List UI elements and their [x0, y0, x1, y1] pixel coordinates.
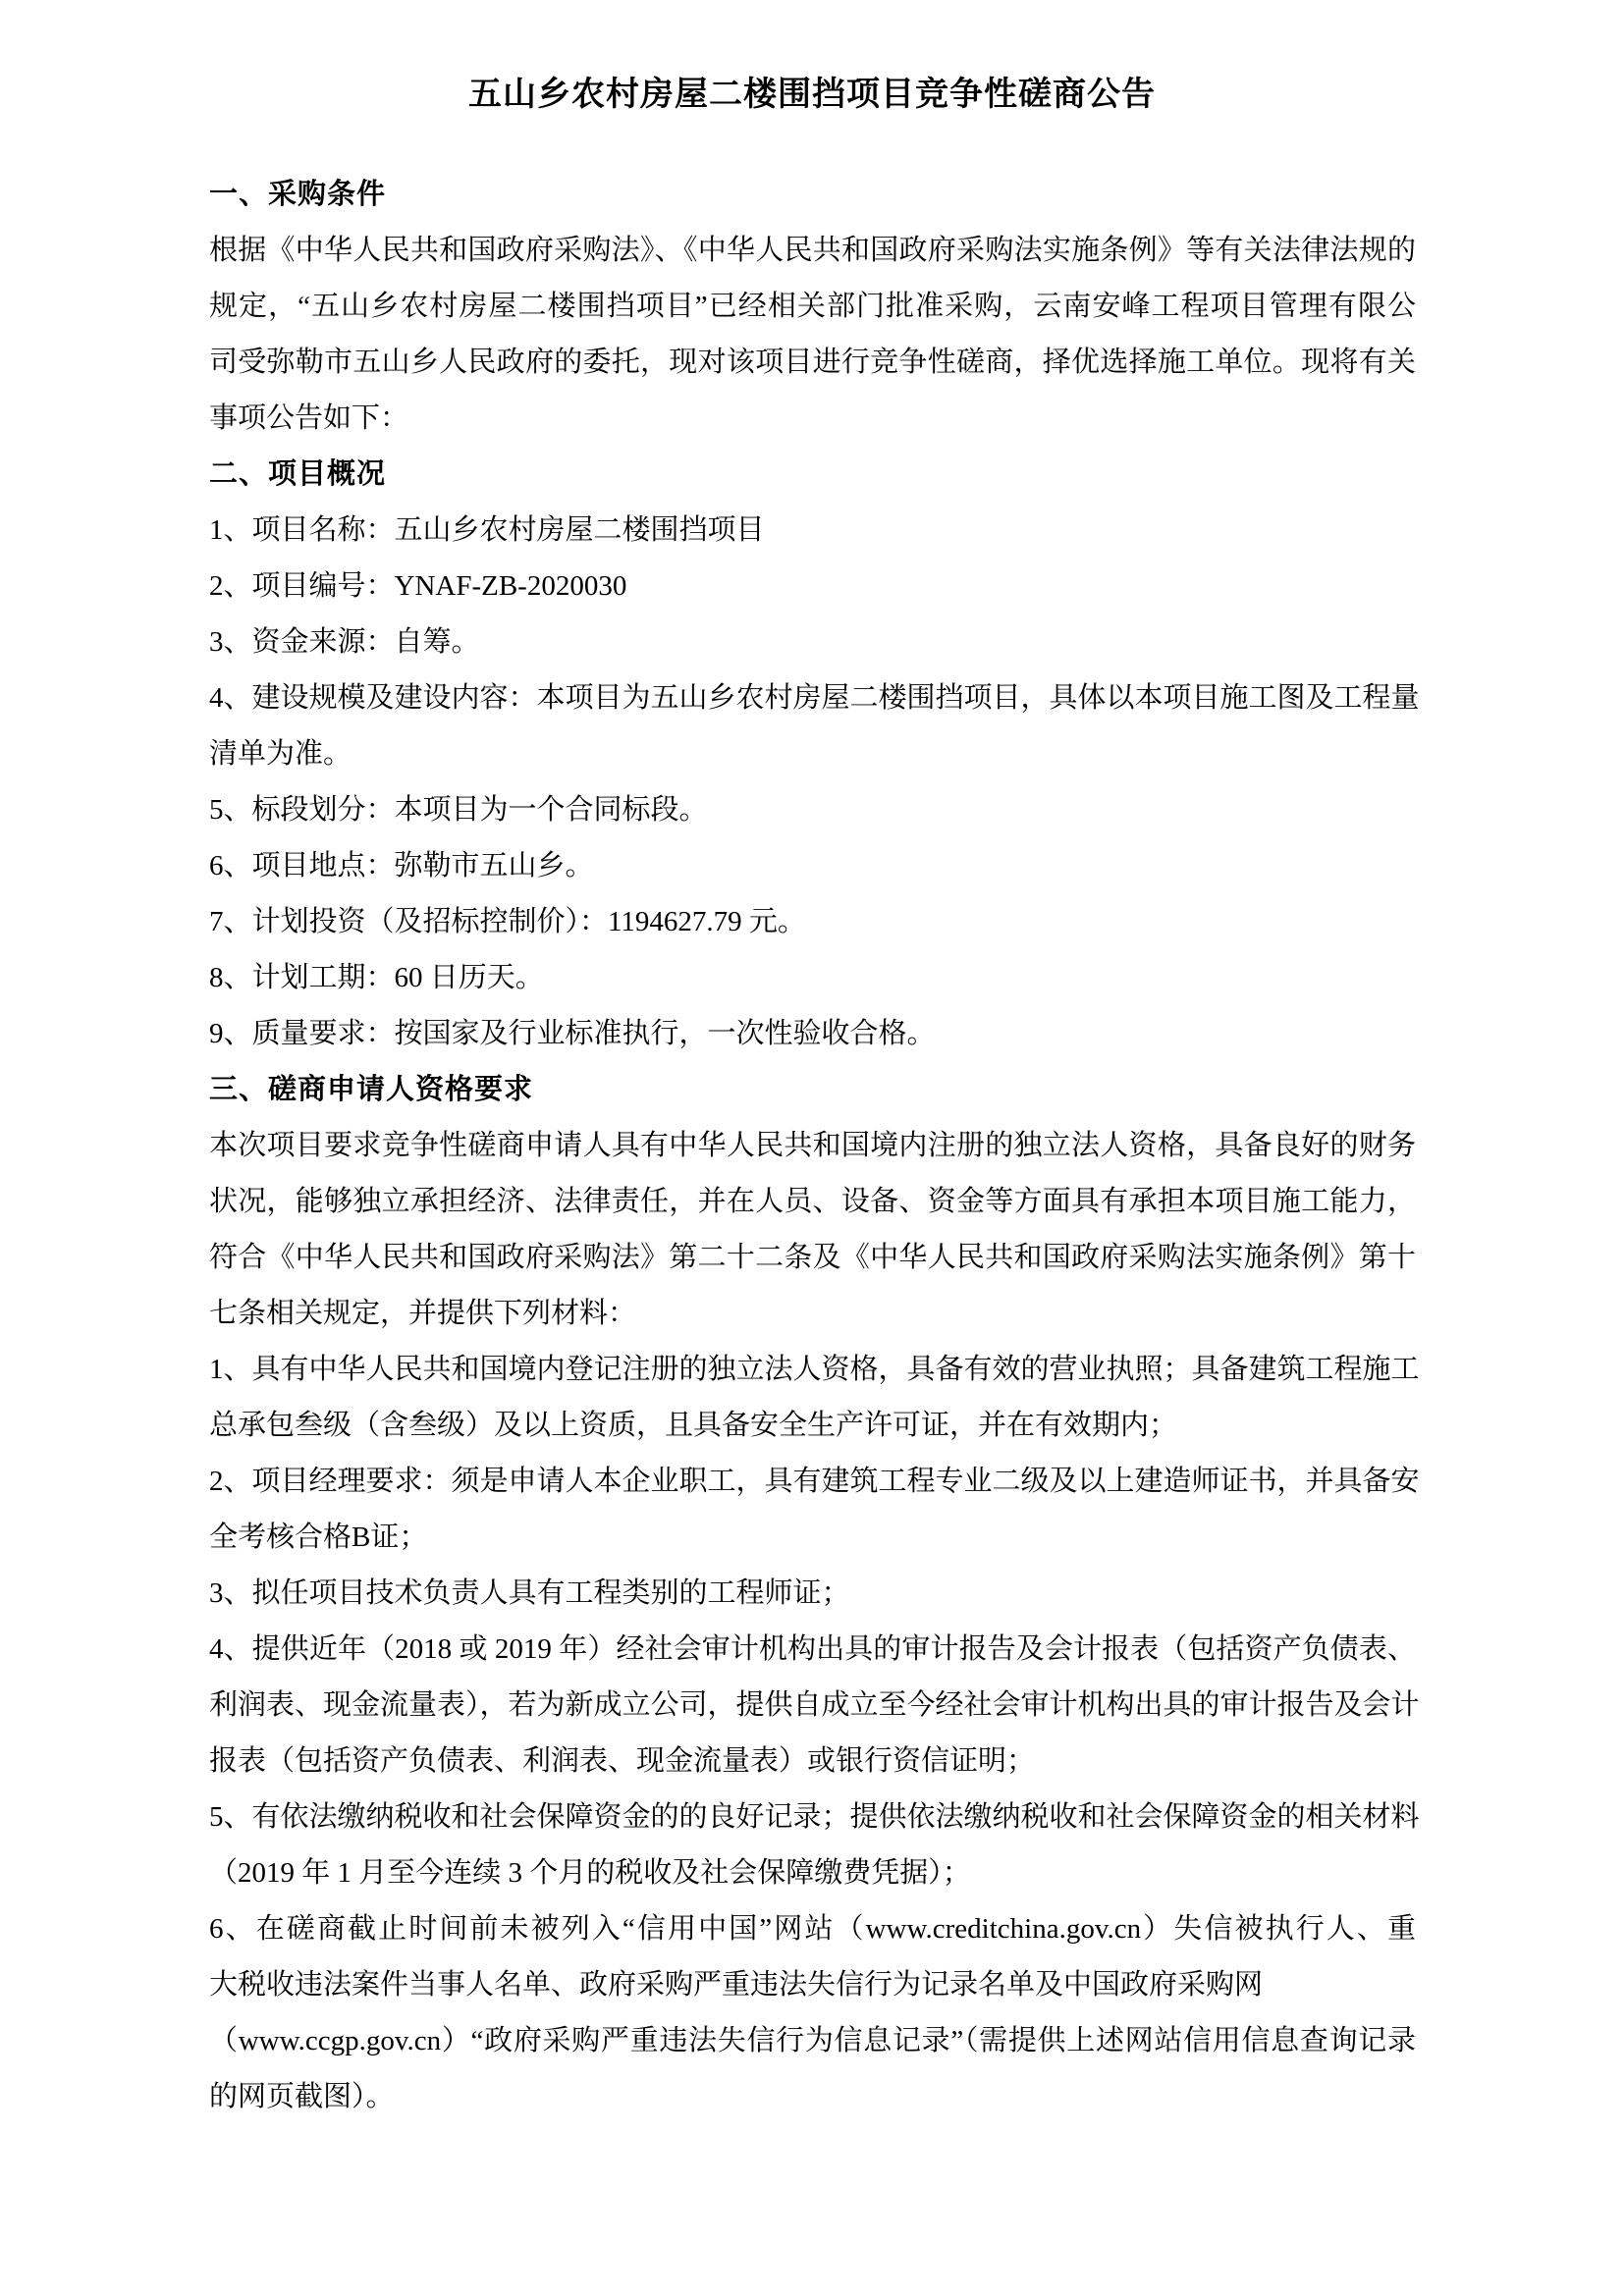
paragraph-line: 司受弥勒市五山乡人民政府的委托，现对该项目进行竞争性磋商，择优选择施工单位。现将有关 [209, 347, 1416, 378]
paragraph-line: 报表（包括资产负债表、利润表、现金流量表）或银行资信证明； [209, 1745, 1036, 1777]
document-body [209, 167, 1420, 2125]
paragraph-line: 5、有依法缴纳税收和社会保障资金的的良好记录；提供依法缴纳税收和社会保障资金的相关材料 [209, 1801, 1420, 1833]
paragraph-line: 4、建设规模及建设内容：本项目为五山乡农村房屋二楼围挡项目，具体以本项目施工图及工程量 [209, 682, 1420, 714]
paragraph-line: 根据《中华人民共和国政府采购法》、《中华人民共和国政府采购法实施条例》等有关法律法规的 [209, 235, 1416, 266]
paragraph-line: 的网页截图）。 [209, 2081, 395, 2112]
paragraph-line: 大税收违法案件当事人名单、政府采购严重违法失信行为记录名单及中国政府采购网 [209, 1969, 1264, 2001]
paragraph-line: 总承包叁级（含叁级）及以上资质，且具备安全生产许可证，并在有效期内； [209, 1410, 1178, 1441]
paragraph-line: 9、质量要求：按国家及行业标准执行，一次性验收合格。 [209, 1018, 936, 1049]
paragraph-line: 5、标段划分：本项目为一个合同标段。 [209, 794, 708, 826]
paragraph-line: 1、项目名称：五山乡农村房屋二楼围挡项目 [209, 514, 765, 546]
paragraph-line: 全考核合格B证； [209, 1522, 428, 1553]
paragraph-line: （www.ccgp.gov.cn）“政府采购严重违法失信行为信息记录”（需提供上述网站信用信息查询记录 [209, 2025, 1416, 2056]
paragraph-line: 7、计划投资（及招标控制价）：1194627.79 元。 [209, 906, 806, 937]
paragraph-line: 2、项目经理要求：须是申请人本企业职工，具有建筑工程专业二级及以上建造师证书，并具备安 [209, 1466, 1420, 1497]
paragraph-line: 符合《中华人民共和国政府采购法》第二十二条及《中华人民共和国政府采购法实施条例》第十 [209, 1242, 1416, 1273]
paragraph-line: 4、提供近年（2018 或 2019 年）经社会审计机构出具的审计报告及会计报表（包括资产负债表、 [209, 1633, 1416, 1665]
section-heading: 一、采购条件 [209, 179, 387, 210]
paragraph-line: 状况，能够独立承担经济、法律责任，并在人员、设备、资金等方面具有承担本项目施工能力， [209, 1186, 1416, 1217]
paragraph-line: 本次项目要求竞争性磋商申请人具有中华人民共和国境内注册的独立法人资格，具备良好的财务 [209, 1130, 1416, 1161]
paragraph-line: 1、具有中华人民共和国境内登记注册的独立法人资格，具备有效的营业执照；具备建筑工程施工 [209, 1354, 1420, 1385]
paragraph-line: 规定，“五山乡农村房屋二楼围挡项目”已经相关部门批准采购，云南安峰工程项目管理有限公 [209, 291, 1416, 322]
paragraph-line: 3、资金来源：自筹。 [209, 626, 480, 658]
paragraph-line: 七条相关规定，并提供下列材料： [209, 1298, 637, 1329]
paragraph-line: 事项公告如下： [209, 402, 409, 434]
paragraph-line: 清单为准。 [209, 738, 352, 770]
page-title: 五山乡农村房屋二楼围挡项目竞争性磋商公告 [468, 77, 1156, 113]
paragraph-line: 利润表、现金流量表），若为新成立公司，提供自成立至今经社会审计机构出具的审计报告及会计 [209, 1689, 1420, 1721]
paragraph-line: （2019 年 1 月至今连续 3 个月的税收及社会保障缴费凭据）； [209, 1857, 971, 1889]
paragraph-line: 2、项目编号：YNAF-ZB-2020030 [209, 570, 627, 602]
section-heading: 三、磋商申请人资格要求 [209, 1074, 534, 1105]
paragraph-line: 6、项目地点：弥勒市五山乡。 [209, 850, 594, 881]
paragraph-line: 6、在磋商截止时间前未被列入“信用中国”网站（www.creditchina.gov.cn）失信被执行人、重 [209, 1913, 1416, 1945]
section-heading: 二、项目概况 [209, 458, 387, 490]
paragraph-line: 8、计划工期：60 日历天。 [209, 962, 544, 993]
paragraph-line: 3、拟任项目技术负责人具有工程类别的工程师证； [209, 1577, 850, 1609]
